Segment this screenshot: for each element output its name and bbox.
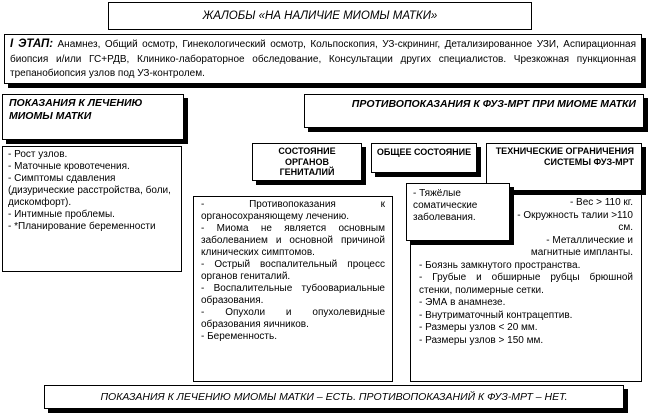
organs-item: - Беременность.	[201, 331, 277, 342]
indication-item: - Маточные кровотечения.	[8, 161, 130, 172]
technical-item: - Размеры узлов < 20 мм.	[419, 322, 538, 333]
general-header-box	[371, 143, 477, 173]
organs-item: - Противопоказания к органосохраняющему лечению.	[201, 199, 385, 222]
contraindications-header-box	[304, 94, 644, 128]
general-list-box	[406, 183, 510, 241]
technical-item: - Вес > 110 кг.	[569, 197, 633, 208]
technical-item: - ЭМА в анамнезе.	[419, 297, 506, 308]
organs-list-box	[193, 196, 393, 382]
technical-item: - Внутриматочный контрацептив.	[419, 309, 573, 321]
technical-item: - Размеры узлов > 150 мм.	[419, 334, 544, 346]
general-item: - Тяжёлые соматические заболевания.	[413, 188, 478, 223]
general-header: ОБЩЕЕ СОСТОЯНИЕ	[376, 147, 472, 157]
contraindications-header: ПРОТИВОПОКАЗАНИЯ К ФУЗ-МРТ ПРИ МИОМЕ МАТКИ	[351, 98, 636, 110]
organs-item: - Опухоли и опухолевидные образования яичников.	[201, 307, 385, 330]
indication-item: - Интимные проблемы.	[8, 209, 115, 220]
conclusion-text: ПОКАЗАНИЯ К ЛЕЧЕНИЮ МИОМЫ МАТКИ – ЕСТЬ. ПРОТИВОПОКАЗАНИЙ К ФУЗ-МРТ – НЕТ.	[100, 391, 568, 403]
indication-item: - *Планирование беременности	[8, 221, 156, 232]
complaints-title: ЖАЛОБЫ «НА НАЛИЧИЕ МИОМЫ МАТКИ»	[202, 10, 438, 22]
stage-one-text: Анамнез, Общий осмотр, Гинекологический осмотр, Кольпоскопия, УЗ-скрининг, Детализированное УЗИ, Аспирационная биопсия и/или ГС+РДВ, Клинико-лабораторное обследование, Консультации других специалистов. Чрезкожная пункционная трепанобиопсия узлов под УЗ-контролем.	[10, 39, 636, 79]
indications-list-box	[2, 146, 182, 272]
technical-item: - Боязнь замкнутого пространства.	[419, 259, 581, 271]
technical-item: - Грубые и обширные рубцы брюшной стенки, полимерные сетки.	[419, 272, 633, 296]
organs-item: - Миома не является основным заболеванием и основной причиной клинических симптомов.	[201, 223, 385, 258]
technical-item: - Металлические и магнитные импланты.	[530, 234, 633, 258]
technical-item: - Окружность талии >110 см.	[517, 209, 633, 233]
indication-item: - Симптомы сдавления (дизурические расстройства, боли, дискомфорт).	[8, 173, 171, 208]
technical-header: ТЕХНИЧЕСКИЕ ОГРАНИЧЕНИЯ СИСТЕМЫ ФУЗ-МРТ	[495, 146, 634, 167]
indications-header-box	[2, 94, 184, 140]
stage-one-label: I ЭТАП:	[10, 38, 54, 50]
organs-item: - Острый воспалительный процесс органов гениталий.	[201, 259, 385, 282]
indication-item: - Рост узлов.	[8, 149, 68, 160]
conclusion-box	[44, 385, 624, 409]
organs-header-box	[252, 143, 362, 181]
organs-item: - Воспалительные тубоовариальные образования.	[201, 283, 385, 306]
complaints-title-box	[108, 2, 532, 30]
indications-header: ПОКАЗАНИЯ К ЛЕЧЕНИЮ МИОМЫ МАТКИ	[9, 97, 143, 122]
organs-header: СОСТОЯНИЕ ОРГАНОВ ГЕНИТАЛИЙ	[278, 146, 336, 177]
stage-one-box	[4, 34, 642, 84]
